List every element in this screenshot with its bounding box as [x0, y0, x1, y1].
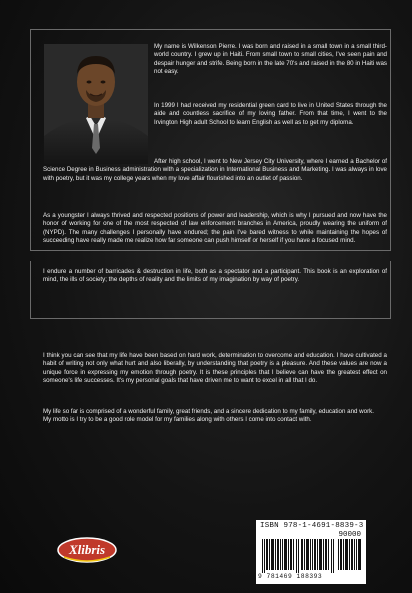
- author-photo: [44, 44, 148, 164]
- publisher-logo: [56, 535, 118, 565]
- addon-barcode-icon: [338, 539, 362, 570]
- bio-paragraph-4: I endure a number of barricades & destruction in life, both as a spectator and a participant. This book is an exploration of mind, the ills of society; the depths of reality and the limits of my imagination by way of poetry.: [43, 268, 387, 284]
- bio-paragraph-6: My life so far is comprised of a wonderful family, great friends, and a sincere dedication to my family, education and work. My motto is I try to be a good role model for my families along with others I come into contact with.: [43, 408, 374, 424]
- isbn-barcode: [256, 520, 366, 584]
- bio-paragraph-3: As a youngster I always thrived and respected positions of power and leadership, which is why I pursued and now have the honor of working for one of the most respected of law enforcement branches in America, proudly wearing the uniform of (NYPD). The many challenges I personally have endured; the pain I've bared witness to while maintaining the hopes of succeeding have really made me realize how far someone can push himself or herself if you have a focused mind.: [43, 212, 387, 245]
- barcode-icon: [262, 539, 334, 573]
- bio-paragraph-2b: After high school, I went to New Jersey City University, where I earned a Bachelor of Science Degree in Business administration with a specialization in International Business and Marketing. I was always in love with poetry, but it was my college years when my love affair flourished into an outlet of passion.: [43, 158, 387, 182]
- isbn-label: ISBN 978-1-4691-8839-3: [260, 522, 364, 530]
- bio-paragraph-5: I think you can see that my life have been based on hard work, determination to overcome and education. I have cultivated a habit of writing not only what hurt and also liberally, by understanding that poetry is a pleasure. And these values are now a unique force in expressing my emotion through poetry. It is these principles that I believe can have the greatest effect on someone's life successes. It's my personal goals that have driven me to want to excel in all that I do.: [43, 352, 387, 385]
- price-code: 90000: [338, 531, 361, 539]
- bio-paragraph-2a: In 1999 I had received my residential green card to live in United States through the aide and countless sacrifice of my loving father. From that time, I went to the Irvington High adult School to learn English as well as to get my diploma.: [154, 102, 387, 126]
- barcode-digits: 9 781469 188393: [258, 573, 323, 580]
- publisher-name: Xlibris: [68, 542, 106, 557]
- bio-paragraph-1: My name is Wilkenson Pierre. I was born and raised in a small town in a small third-world country. I grew up in Haiti. From small town to small cities, I've seen pain and despair hunger and strife. Being born in the late 70's and raised in the 80 in Haiti was not easy.: [154, 43, 387, 76]
